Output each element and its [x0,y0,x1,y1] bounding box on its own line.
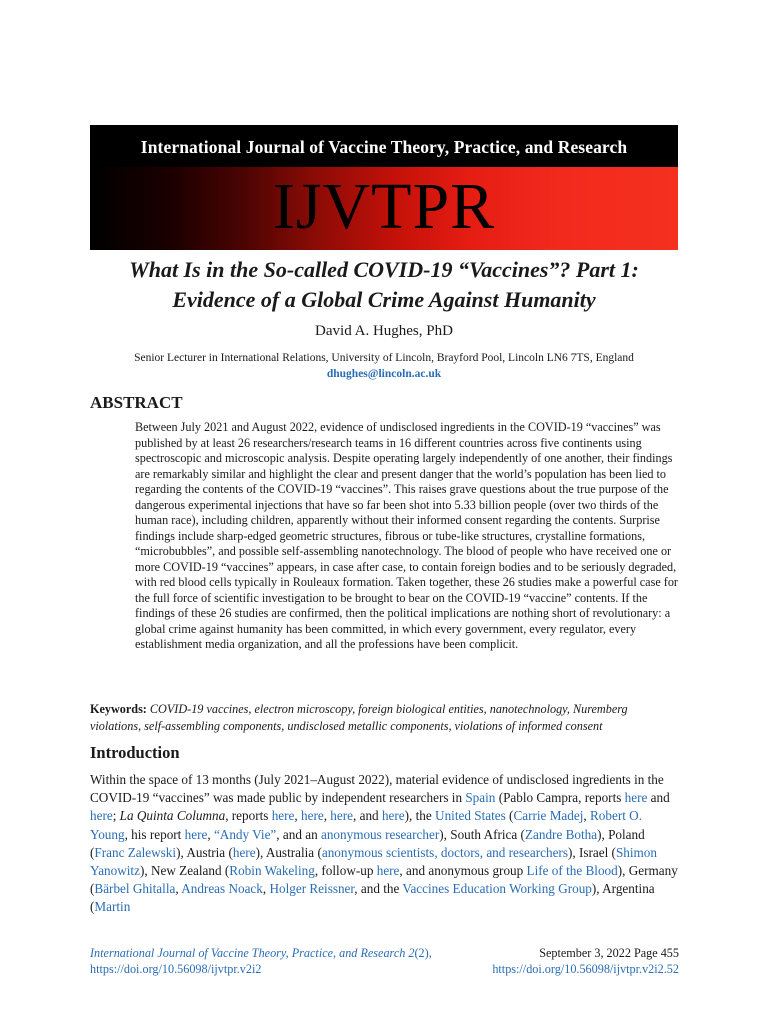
intro-text: , reports [225,808,272,824]
author-affiliation: Senior Lecturer in International Relations, University of Lincoln, Brayford Pool, Lincoln LN6 7TS, England [134,352,634,364]
link-life-of-the-blood[interactable]: Life of the Blood [526,863,618,879]
link-united-states[interactable]: United States [435,808,506,824]
intro-text: (Pablo Campra, reports [495,790,625,806]
intro-text: ( [505,808,514,824]
link-robin-wakeling[interactable]: Robin Wakeling [229,863,315,879]
intro-text: , his report [124,826,185,842]
journal-acronym: IJVTPR [272,170,496,243]
link-zandre-botha[interactable]: Zandre Botha [524,826,598,842]
link-quinta-report-1[interactable]: here [271,808,295,824]
link-quinta-report-2[interactable]: here [301,808,324,824]
link-anonymous-scientists[interactable]: anonymous scientists, doctors, and researchers [321,844,568,860]
footer-journal-issue[interactable]: (2) [414,946,429,960]
intro-text: , [262,881,270,897]
intro-text: ), Austria ( [176,844,233,860]
link-vaccines-education-working-group[interactable]: Vaccines Education Working Group [402,881,592,897]
link-andreas-noack[interactable]: Andreas Noack [181,881,263,897]
footer-article-doi-link[interactable]: https://doi.org/10.56098/ijvtpr.v2i2.52 [492,962,679,976]
author-email-link[interactable]: dhughes@lincoln.ac.uk [326,368,442,380]
intro-text: ), New Zealand ( [139,863,230,879]
article-title-line-2: Evidence of a Global Crime Against Humanity [172,287,596,312]
footer-journal-doi-link[interactable]: https://doi.org/10.56098/ijvtpr.v2i2 [90,962,262,976]
intro-text: , and an [276,826,321,842]
link-andy-vie[interactable]: “Andy Vie” [213,826,277,842]
intro-text: ), the [404,808,436,824]
introduction-heading: Introduction [90,743,180,762]
introduction-paragraph [90,771,680,917]
intro-text: , [323,808,331,824]
link-young-report[interactable]: here [184,826,208,842]
footer-journal-title[interactable]: International Journal of Vaccine Theory, Practice, and Research 2 [90,946,415,960]
intro-text: , and anonymous group [399,863,527,879]
keywords-label: Keywords: [90,702,147,716]
intro-text: ), Poland ( [90,826,645,860]
link-wakeling-follow-up[interactable]: here [376,863,400,879]
footer-journal-citation [90,945,450,977]
intro-text: , [175,881,182,897]
footer-date-page: September 3, 2022 Page 455 [539,946,679,960]
intro-text: , follow-up [314,863,377,879]
intro-text: ), Argentina ( [90,881,655,915]
intro-text: ), South Africa ( [439,826,525,842]
intro-text: , [294,808,301,824]
intro-text: , and the [354,881,403,897]
link-campra-report-2[interactable]: here [90,808,113,824]
intro-text: , [207,826,214,842]
intro-text: and [647,790,670,806]
intro-text: , [583,808,590,824]
footer-comma: , [428,946,432,960]
intro-text: , and [353,808,382,824]
la-quinta-columna: La Quinta Columna [119,808,226,824]
link-barbel-ghitalla[interactable]: Bärbel Ghitalla [94,881,176,897]
keywords [90,701,680,734]
journal-banner [90,125,678,250]
intro-text: ), Australia ( [255,844,322,860]
intro-text: Within the space of 13 months (July 2021–August 2022), material evidence of undisclosed ingredients in the COVID-19 “vaccines” was made public by independent researchers in [90,772,664,806]
link-carrie-madej[interactable]: Carrie Madej [513,808,584,824]
article-title-line-1: What Is in the So-called COVID-19 “Vaccines”? Part 1: [129,257,639,282]
abstract-text: Between July 2021 and August 2022, evidence of undisclosed ingredients in the COVID-19 “vaccines” was published by at least 26 researchers/research teams in 16 different countries across five continents using spectroscopic and microscopic analysis. Despite operating largely independently of one another, their findings are remarkably similar and highlight the clear and present danger that the world’s population has been lied to regarding the contents of the COVID-19 “vaccines”. This raises grave questions about the true purpose of the dangerous experimental injections that have so far been shot into 5.33 billion people (over two thirds of the human race), including children, apparently without their informed consent regarding the contents. Surprise findings include sharp-edged geometric structures, fibrous or tube-like structures, crystalline formations, “microbubbles”, and possible self-assembling nanotechnology. The blood of people who have received one or more COVID-19 “vaccines” appears, in case after case, to contain foreign bodies and to be seriously degraded, with red blood cells typically in Rouleaux formation. Taken together, these 26 studies make a powerful case for the full force of scientific investigation to be brought to bear on the COVID-19 “vaccine” contents. If the findings of these 26 studies are confirmed, then the political implications are nothing short of revolutionary: a global crime against humanity has been committed, in which every government, every regulator, every establishment media organization, and all the professions have been complicit. [135,420,678,651]
link-franc-zalewski[interactable]: Franc Zalewski [94,844,177,860]
intro-text: ), Israel ( [567,844,616,860]
author-name: David A. Hughes, PhD [315,323,453,339]
link-spain[interactable]: Spain [465,790,496,806]
link-anonymous-researcher[interactable]: anonymous researcher [320,826,440,842]
link-quinta-report-4[interactable]: here [381,808,405,824]
link-shimon-yanowitz[interactable]: Shimon Yanowitz [90,844,657,879]
link-campra-report-1[interactable]: here [624,790,648,806]
abstract-heading: ABSTRACT [90,393,183,412]
link-martin[interactable]: Martin [94,899,131,915]
link-robert-young[interactable]: Robert O. Young [90,808,642,842]
link-holger-reissner[interactable]: Holger Reissner [269,881,355,897]
intro-text: ; [112,808,120,824]
article-title [60,255,708,315]
intro-text: ), Germany ( [90,863,678,897]
journal-name: International Journal of Vaccine Theory, Practice, and Research [140,137,628,157]
footer-journal-reference[interactable] [90,945,450,961]
link-austria-report[interactable]: here [232,844,256,860]
footer-page-info [430,945,679,977]
keywords-list: COVID-19 vaccines, electron microscopy, foreign biological entities, nanotechnology, Nuremberg violations, self-assembling components, undisclosed metallic components, violations of informed consent [90,702,628,733]
link-quinta-report-3[interactable]: here [330,808,353,824]
